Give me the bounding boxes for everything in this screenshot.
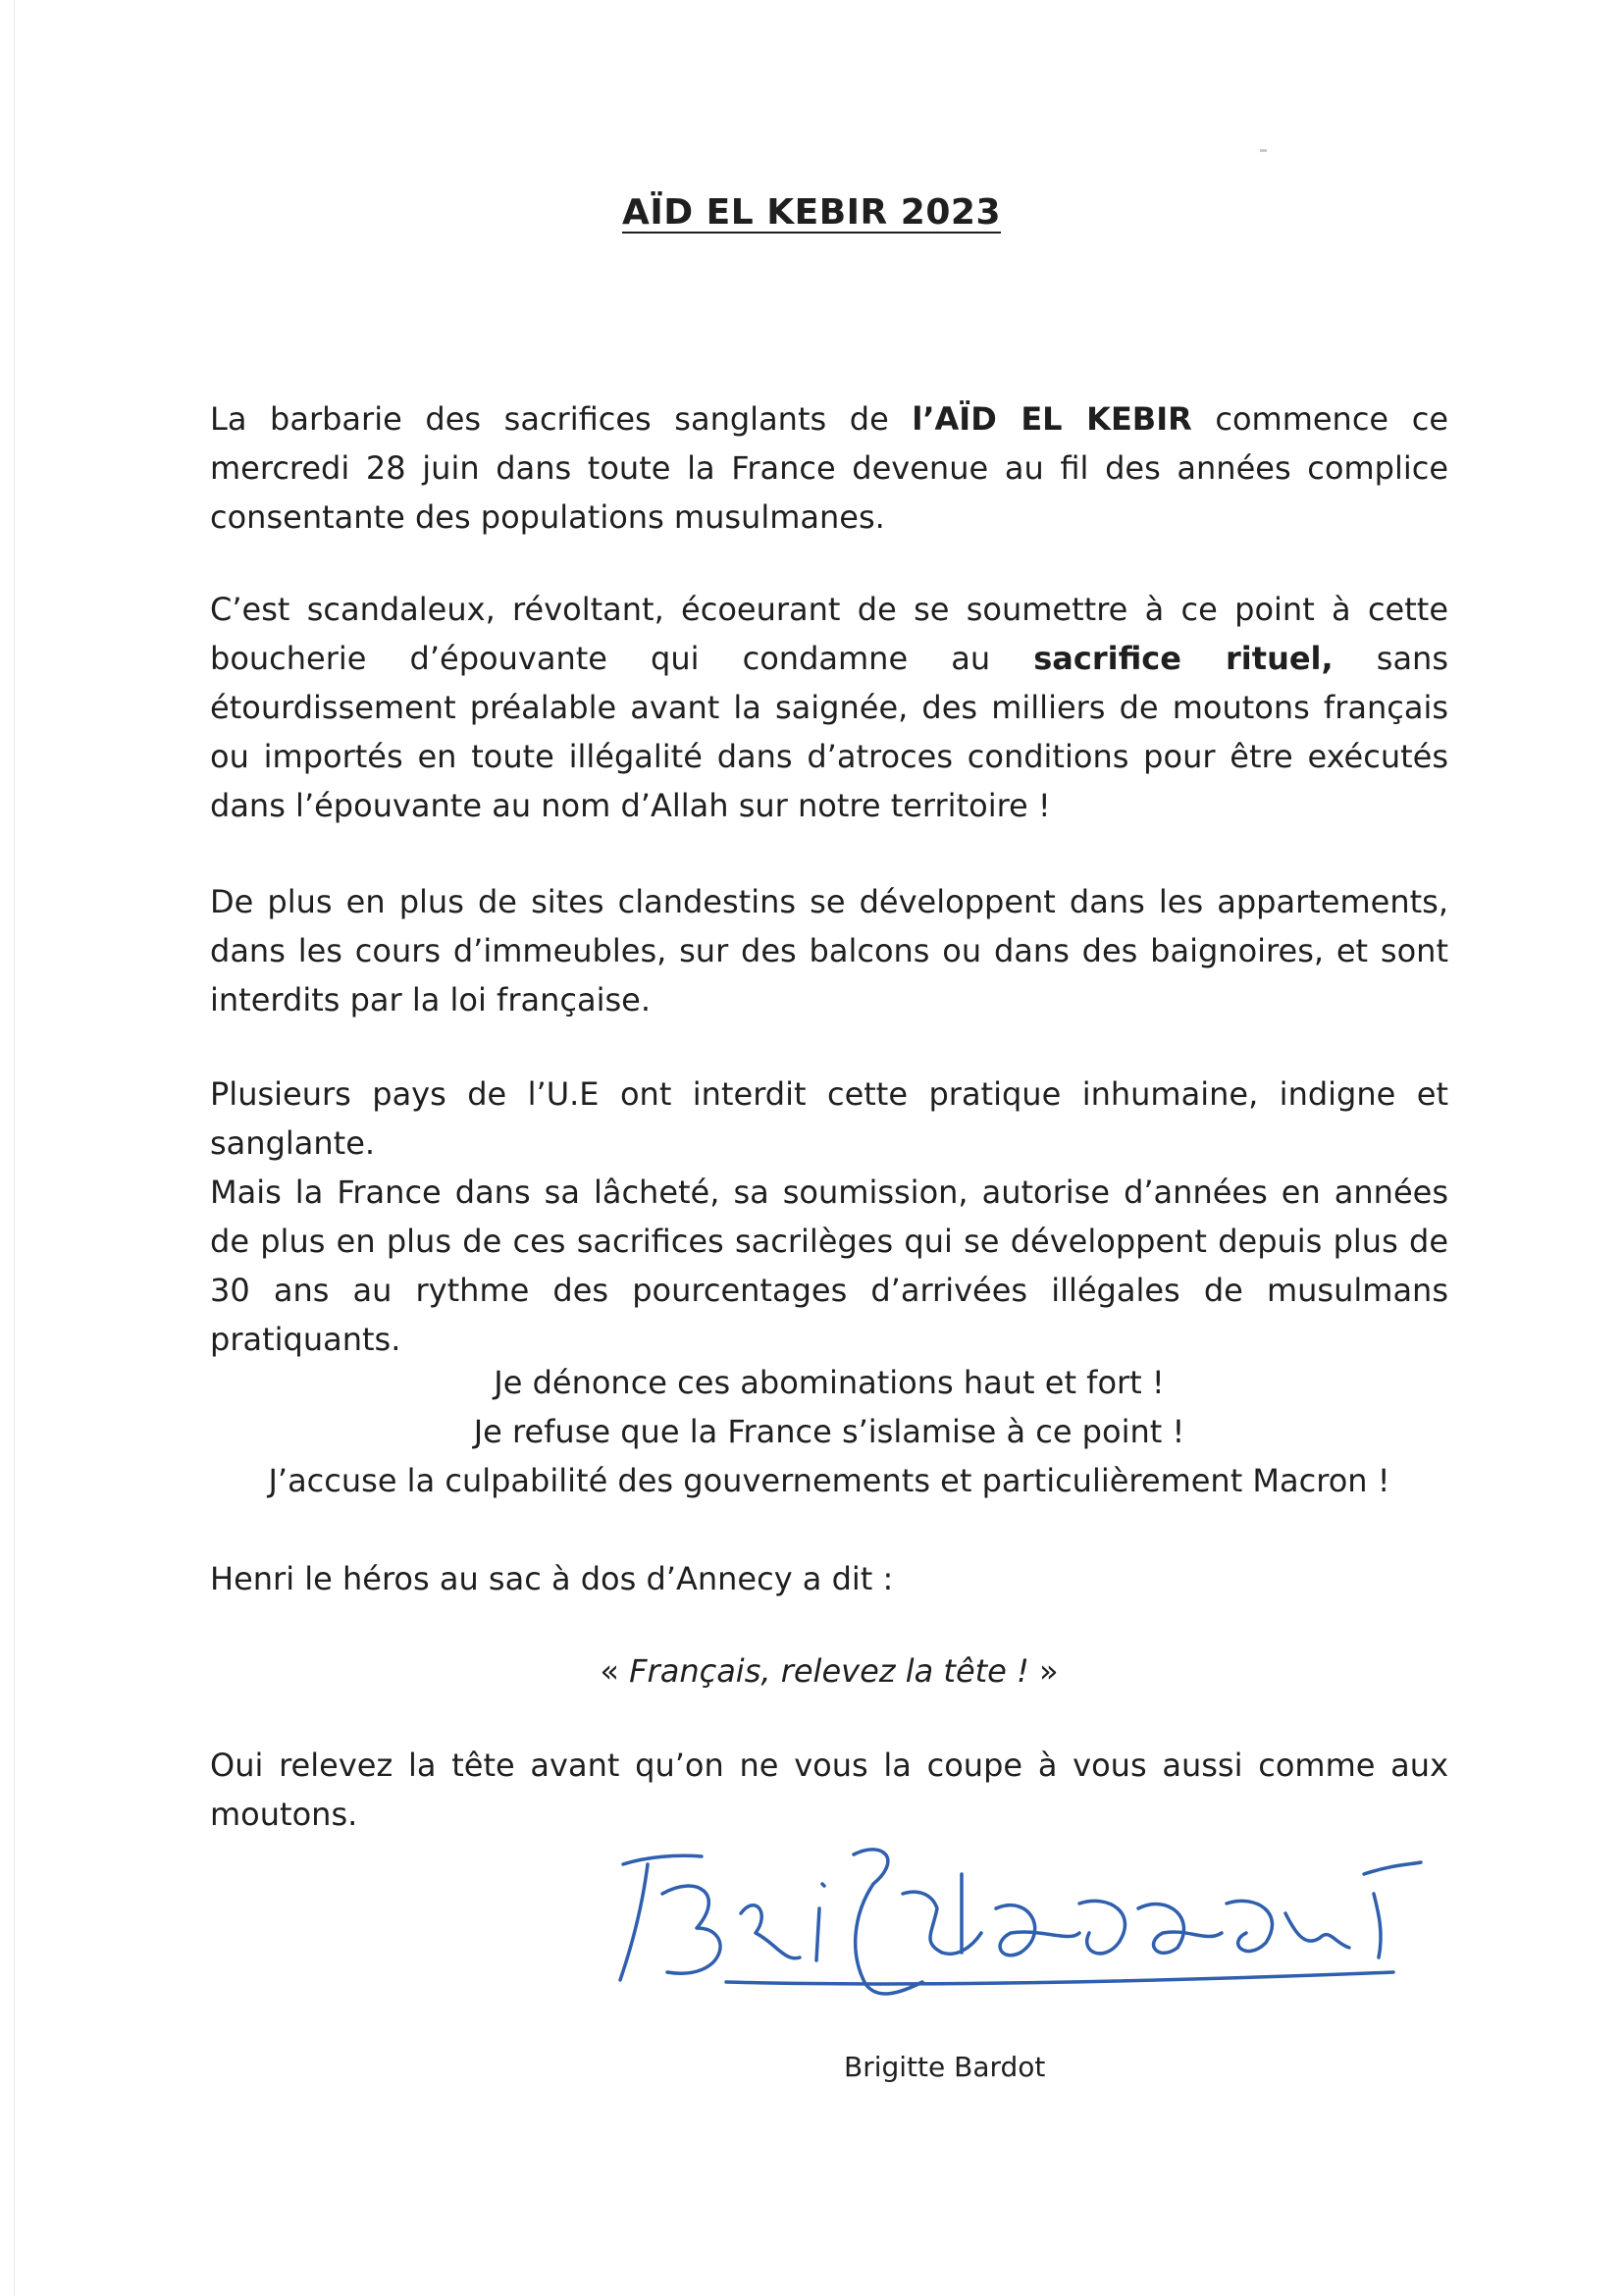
signer-name: Brigitte Bardot [844,2051,1046,2083]
quote-line [210,1646,1448,1696]
declaration-3: J’accuse la culpabilité des gouvernements et particulièrement Macron ! [268,1462,1390,1499]
paragraph-1-text-start: La barbarie des sacrifices sanglants de [210,400,913,438]
paragraph-2-bold: sacrifice rituel, [1033,640,1334,677]
declaration-2: Je refuse que la France s’islamise à ce point ! [473,1413,1185,1450]
paragraph-1-text-end: commence ce mercredi 28 juin dans toute la France devenue au fil des années complice consentante des populations musulmanes. [210,400,1449,536]
paragraph-4-line-2: Mais la France dans sa lâcheté, sa soumission, autorise d’années en années de plus en plus de ces sacrifices sacrilèges qui se développent depuis plus de 30 ans au rythme des pourcentages d’arrivées illégales de musulmans pratiquants. [210,1174,1448,1358]
quote-intro: Henri le héros au sac à dos d’Annecy a dit : [210,1560,894,1597]
paragraph-1-bold: l’AÏD EL KEBIR [912,400,1192,438]
quote-text: Français, relevez la tête ! [629,1652,1029,1690]
document-title [0,192,1623,233]
closing-paragraph: Oui relevez la tête avant qu’on ne vous la coupe à vous aussi comme aux moutons. [210,1747,1448,1833]
paragraph-2-text-end: sans étourdissement préalable avant la saignée, des milliers de moutons français ou importés en toute illégalité dans d’atroces conditions pour être exécutés dans l’épouvante au nom d’Allah sur notre territoire ! [210,640,1449,824]
quote-close: » [1028,1652,1059,1690]
document-title-text: AÏD EL KEBIR 2023 [621,192,1001,233]
paragraph-2 [210,585,1448,830]
paragraph-3: De plus en plus de sites clandestins se développent dans les appartements, dans les cours d’immeubles, sur des balcons ou dans des baignoires, et sont interdits par la loi française. [210,883,1448,1018]
declarations-block [210,1358,1448,1505]
handwritten-signature [608,1835,1423,2002]
paragraph-2-text-start: C’est scandaleux, révoltant, écoeurant de se soumettre à ce point à cette boucherie d’épouvante qui condamne au [210,591,1448,677]
scan-speck [1260,149,1267,152]
declaration-1: Je dénonce ces abominations haut et fort ! [494,1364,1165,1401]
quote-open: « [600,1652,630,1690]
paragraph-4-line-1: Plusieurs pays de l’U.E ont interdit cette pratique inhumaine, indigne et sanglante. [210,1075,1448,1162]
paragraph-1 [210,394,1448,542]
